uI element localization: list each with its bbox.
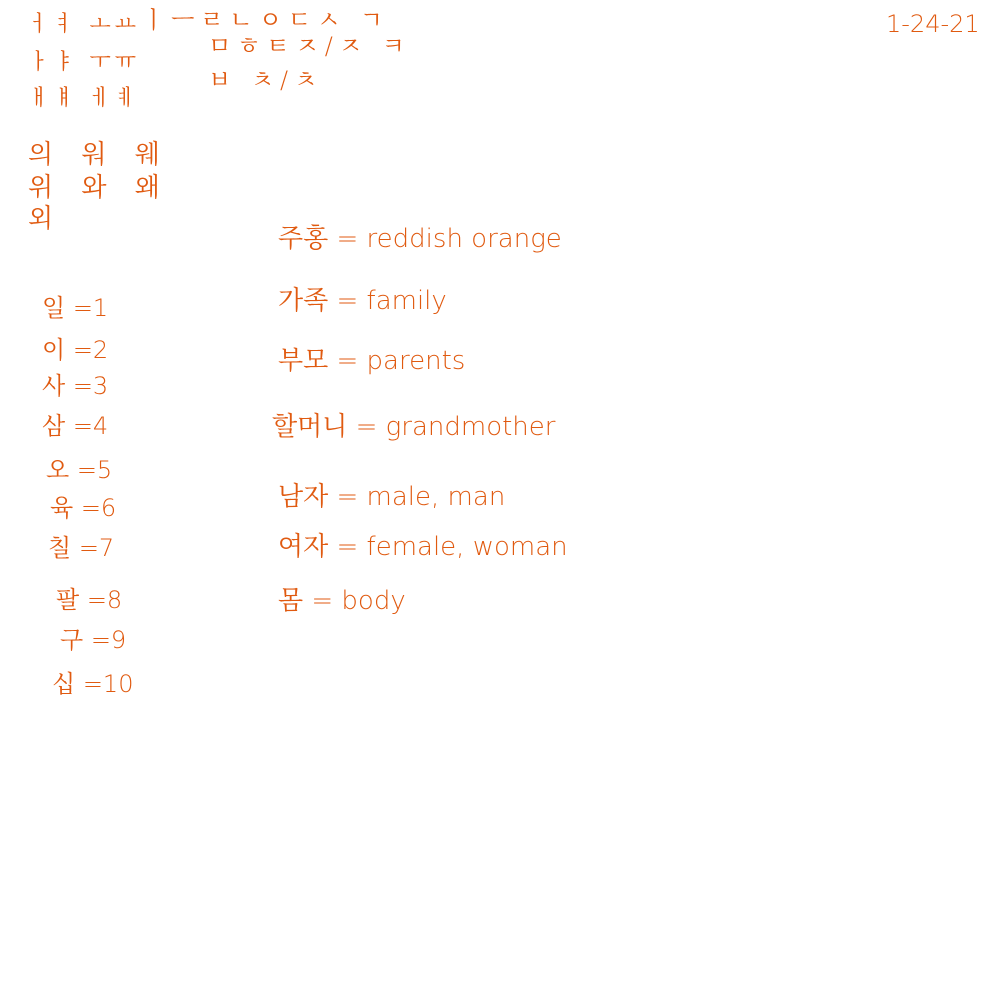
consonant-row-2: ㅁㅎㅌㅈ/ㅈ ㅋ [208, 32, 411, 60]
vocab-item: 여자 = female, woman [278, 532, 568, 562]
vocab-item: 주홍 = reddish orange [278, 224, 562, 254]
compound-vowel-row-3: 외 [28, 204, 64, 234]
date-label: 1-24-21 [886, 10, 980, 38]
number-item: 칠 =7 [48, 534, 115, 562]
number-item: 십 =10 [52, 670, 134, 698]
vowel-row-3: ㅐㅒ ㅔㅖ [28, 86, 141, 111]
number-item: 팔 =8 [56, 586, 123, 614]
compound-vowel-row-2: 위 와 왜 [28, 173, 170, 203]
vocab-item: 부모 = parents [278, 346, 466, 376]
number-item: 이 =2 [42, 336, 109, 364]
number-item: 육 =6 [50, 494, 117, 522]
consonant-row-3: ㅂ ㅊ/ㅊ [208, 66, 324, 94]
vowel-row-2: ㅏㅑ ㅜㅠ [28, 50, 141, 75]
number-item: 삼 =4 [42, 412, 109, 440]
number-item: 오 =5 [46, 456, 113, 484]
vowel-row-1: ㅓㅕ ㅗㅛ [28, 12, 141, 37]
number-item: 일 =1 [42, 294, 109, 322]
compound-vowel-row-1: 의 워 웨 [28, 140, 170, 170]
number-item: 사 =3 [42, 372, 109, 400]
number-item: 구 =9 [60, 626, 127, 654]
vocab-item: 가족 = family [278, 286, 447, 316]
vocab-item: 몸 = body [278, 586, 406, 616]
vocab-item: 할머니 = grandmother [272, 412, 556, 442]
consonant-row-1: ㅣㅡㄹㄴㅇㄷㅅ ㄱ [142, 6, 390, 34]
vocab-item: 남자 = male, man [278, 482, 506, 512]
